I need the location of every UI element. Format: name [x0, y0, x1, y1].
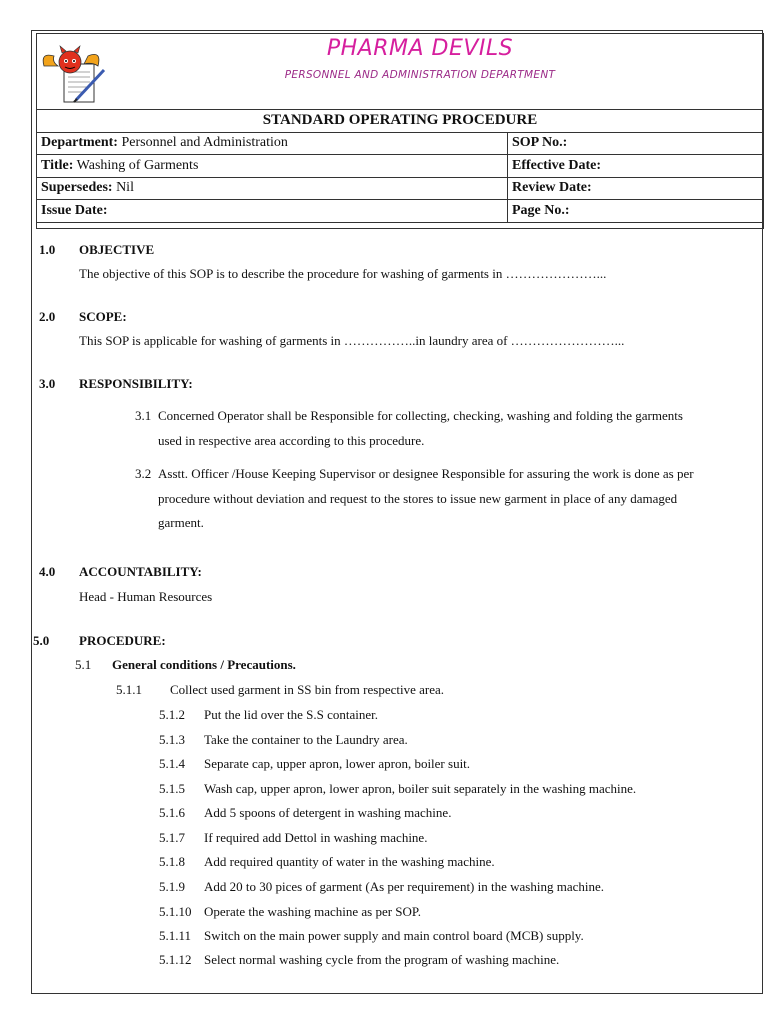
review-date-label: Review Date: [512, 180, 592, 196]
step-text: Put the lid over the S.S container. [204, 707, 379, 722]
step-text: Wash cap, upper apron, lower apron, boiler suit separately in the washing machine. [204, 781, 637, 796]
section-2-title: SCOPE: [79, 309, 127, 324]
section-5-number: 5.0 [33, 633, 50, 648]
section-3-1-line1: Concerned Operator shall be Responsible for collecting, checking, washing and folding the garments [158, 408, 683, 423]
step-number: 5.1.7 [159, 830, 185, 845]
step-number: 5.1.6 [159, 805, 185, 820]
section-3-title: RESPONSIBILITY: [79, 376, 193, 391]
step-text: Take the container to the Laundry area. [204, 732, 408, 747]
section-3-2-number: 3.2 [135, 466, 152, 481]
step-number: 5.1.12 [159, 952, 192, 967]
step-text: Add required quantity of water in the washing machine. [204, 854, 495, 869]
sop-no-label: SOP No.: [512, 135, 568, 151]
step-text: Add 5 spoons of detergent in washing machine. [204, 805, 452, 820]
step-number: 5.1.5 [159, 781, 185, 796]
step-text: Separate cap, upper apron, lower apron, boiler suit. [204, 756, 471, 771]
section-5-title: PROCEDURE: [79, 633, 166, 648]
issue-date-label: Issue Date: [41, 202, 108, 218]
section-1-title: OBJECTIVE [79, 242, 155, 257]
section-3-2-line1: Asstt. Officer /House Keeping Supervisor or designee Responsible for assuring the work is done as per [158, 466, 694, 481]
step-number: 5.1.4 [159, 756, 185, 771]
section-2-number: 2.0 [39, 309, 56, 324]
step-text: If required add Dettol in washing machine. [204, 830, 428, 845]
step-text: Select normal washing cycle from the program of washing machine. [204, 952, 560, 967]
review-date-cell [508, 177, 764, 200]
supersedes-value: Nil [116, 180, 134, 196]
section-5-1-title: General conditions / Precautions. [112, 657, 296, 672]
page-no-cell [508, 200, 764, 223]
step-text: Switch on the main power supply and main control board (MCB) supply. [204, 928, 584, 943]
step-number: 5.1.11 [159, 928, 192, 943]
company-name: PHARMA DEVILS [326, 36, 514, 61]
section-3-number: 3.0 [39, 376, 56, 391]
step-number: 5.1.3 [159, 732, 185, 747]
devil-logo-icon [38, 42, 114, 108]
section-5-1-number: 5.1 [75, 657, 92, 672]
sop-no-cell [508, 132, 764, 155]
department-subtitle: PERSONNEL AND ADMINISTRATION DEPARTMENT [284, 69, 556, 81]
title-label: Title: [41, 157, 74, 173]
section-2-text: This SOP is applicable for washing of garments in ……………..in laundry area of ……………………... [79, 333, 625, 348]
step-number: 5.1.8 [159, 854, 185, 869]
section-4-title: ACCOUNTABILITY: [79, 564, 202, 579]
title-value: Washing of Garments [76, 157, 199, 173]
step-text: Add 20 to 30 pices of garment (As per requirement) in the washing machine. [204, 879, 604, 894]
step-number: 5.1.2 [159, 707, 185, 722]
department-cell [37, 132, 508, 155]
sop-title: STANDARD OPERATING PROCEDURE [37, 110, 764, 133]
section-1-text: The objective of this SOP is to describe the procedure for washing of garments in …………………... [79, 266, 607, 281]
page-no-label: Page No.: [512, 202, 570, 218]
section-4-text: Head - Human Resources [79, 589, 213, 604]
section-3-1-line2: used in respective area according to this procedure. [158, 433, 425, 448]
step-number: 5.1.1 [116, 682, 142, 697]
supersedes-label: Supersedes: [41, 180, 113, 196]
step-number: 5.1.10 [159, 904, 192, 919]
section-3-1-number: 3.1 [135, 408, 152, 423]
step-text: Collect used garment in SS bin from respective area. [170, 682, 445, 697]
effective-date-label: Effective Date: [512, 157, 602, 173]
sop-header-table [36, 109, 764, 223]
issue-date-cell [37, 200, 508, 223]
section-1-number: 1.0 [39, 242, 56, 257]
department-label: Department: [41, 135, 118, 151]
effective-date-cell [508, 155, 764, 178]
title-cell [37, 155, 508, 178]
section-4-number: 4.0 [39, 564, 56, 579]
department-value: Personnel and Administration [121, 135, 288, 151]
step-number: 5.1.9 [159, 879, 185, 894]
step-text: Operate the washing machine as per SOP. [204, 904, 421, 919]
section-3-2-line3: garment. [158, 515, 204, 530]
supersedes-cell [37, 177, 508, 200]
section-3-2-line2: procedure without deviation and request to the stores to issue new garment in place of any damaged [158, 491, 678, 506]
